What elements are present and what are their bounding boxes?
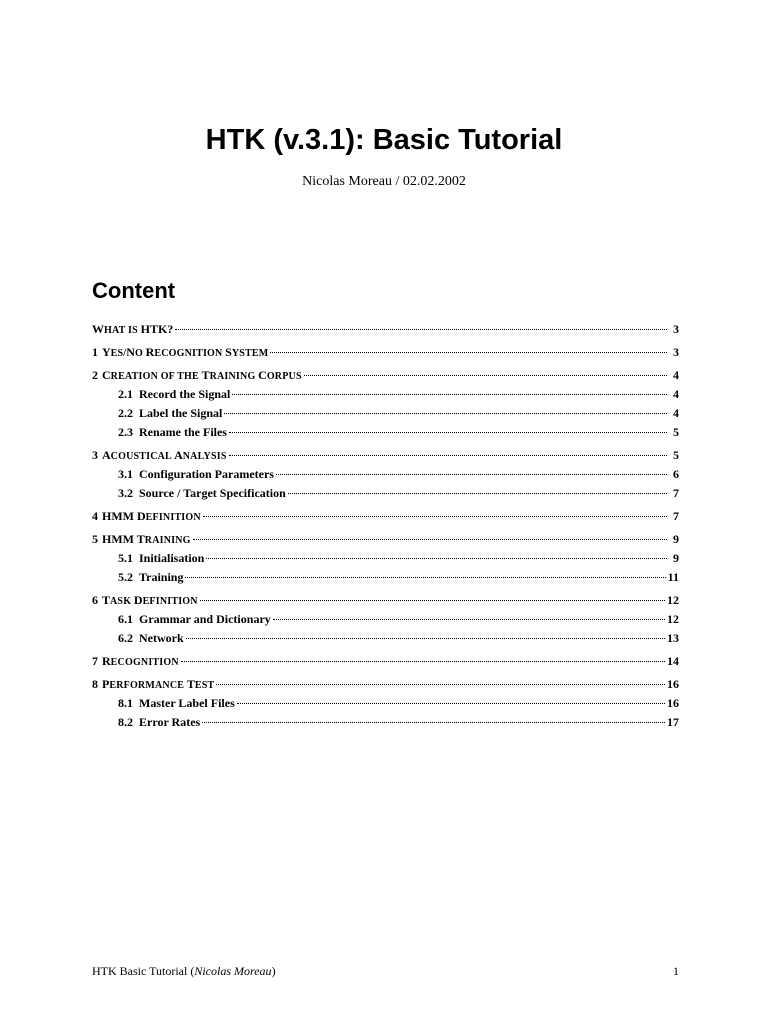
footer-page-number: 1 (673, 964, 679, 978)
toc-dot-leader (206, 544, 667, 559)
toc-dot-leader (186, 624, 665, 639)
toc-entry-label: Configuration Parameters (139, 467, 274, 481)
toc-section-row[interactable] (92, 650, 679, 669)
toc-dot-leader (273, 605, 665, 620)
content-heading: Content (92, 278, 176, 303)
toc-page-number: 14 (667, 654, 679, 668)
toc-entry-number: 6.1 (118, 612, 133, 626)
toc-entry-number: 8.2 (118, 715, 133, 729)
toc-dot-leader (229, 441, 667, 456)
toc-entry-number: 3.2 (118, 486, 133, 500)
toc-dot-leader (229, 418, 667, 433)
toc-entry-number: 6.2 (118, 631, 133, 645)
toc-entry-label: TASK DEFINITION (102, 593, 198, 607)
toc-entry-label: HMM TRAINING (102, 532, 191, 546)
toc-subsection-row[interactable] (92, 627, 679, 646)
toc-section-row[interactable] (92, 505, 679, 524)
toc-dot-leader (232, 380, 667, 395)
toc-entry-number: 7 (92, 654, 98, 668)
toc-page-number: 12 (667, 593, 679, 607)
toc-entry-label: YES/NO RECOGNITION SYSTEM (102, 345, 269, 359)
table-of-contents (92, 318, 679, 730)
toc-entry-label: Source / Target Specification (139, 486, 286, 500)
toc-entry-label: Network (139, 631, 184, 645)
toc-subsection-row[interactable] (92, 482, 679, 501)
toc-entry-label: Initialisation (139, 551, 205, 565)
toc-entry-number: 2.1 (118, 387, 133, 401)
page-footer (92, 962, 679, 980)
toc-dot-leader (200, 586, 665, 601)
toc-entry-number: 8.1 (118, 696, 133, 710)
toc-dot-leader (276, 460, 667, 475)
toc-entry-label: Error Rates (139, 715, 201, 729)
toc-subsection-row[interactable] (92, 711, 679, 730)
toc-page-number: 13 (667, 631, 679, 645)
toc-section-row[interactable] (92, 318, 679, 337)
toc-entry-number: 2.3 (118, 425, 133, 439)
toc-dot-leader (216, 670, 665, 685)
toc-entry-number: 8 (92, 677, 98, 691)
toc-dot-leader (288, 479, 667, 494)
toc-subsection-row[interactable] (92, 566, 679, 585)
toc-entry-label: Master Label Files (139, 696, 235, 710)
toc-entry-label: Label the Signal (139, 406, 223, 420)
toc-dot-leader (203, 502, 667, 517)
document-title: HTK (v.3.1): Basic Tutorial (205, 124, 563, 156)
toc-entry-number: 5 (92, 532, 98, 546)
toc-page-number: 16 (667, 677, 679, 691)
toc-entry-label: Record the Signal (139, 387, 231, 401)
toc-page-number: 11 (667, 570, 679, 584)
toc-page-number: 9 (673, 532, 679, 546)
toc-entry-label: WHAT IS HTK? (92, 322, 174, 336)
toc-dot-leader (270, 338, 667, 353)
author-line: Nicolas Moreau / 02.02.2002 (302, 174, 466, 189)
toc-page-number: 17 (667, 715, 679, 729)
toc-page-number: 3 (673, 322, 679, 336)
toc-page-number: 4 (673, 368, 679, 382)
toc-page-number: 6 (673, 467, 679, 481)
toc-page-number: 5 (673, 425, 679, 439)
toc-dot-leader (175, 315, 667, 330)
toc-dot-leader (181, 647, 665, 662)
toc-page-number: 3 (673, 345, 679, 359)
toc-dot-leader (237, 689, 665, 704)
toc-dot-leader (304, 361, 667, 376)
toc-entry-label: ACOUSTICAL ANALYSIS (102, 448, 227, 462)
toc-entry-number: 6 (92, 593, 98, 607)
toc-page-number: 4 (673, 406, 679, 420)
toc-subsection-row[interactable] (92, 421, 679, 440)
toc-entry-label: Training (139, 570, 184, 584)
toc-page-number: 7 (673, 486, 679, 500)
toc-entry-label: PERFORMANCE TEST (102, 677, 215, 691)
toc-page-number: 7 (673, 509, 679, 523)
toc-entry-label: CREATION OF THE TRAINING CORPUS (102, 368, 302, 382)
toc-page-number: 4 (673, 387, 679, 401)
toc-page-number: 16 (667, 696, 679, 710)
toc-entry-number: 2 (92, 368, 98, 382)
toc-entry-label: HMM DEFINITION (102, 509, 201, 523)
footer-title: HTK Basic Tutorial (Nicolas Moreau) (92, 964, 276, 978)
toc-page-number: 5 (673, 448, 679, 462)
toc-page-number: 12 (667, 612, 679, 626)
toc-entry-number: 4 (92, 509, 98, 523)
toc-entry-number: 3 (92, 448, 98, 462)
toc-entry-number: 5.2 (118, 570, 133, 584)
toc-entry-label: RECOGNITION (102, 654, 179, 668)
toc-entry-label: Rename the Files (139, 425, 227, 439)
toc-dot-leader (193, 525, 667, 540)
toc-entry-number: 2.2 (118, 406, 133, 420)
toc-section-row[interactable] (92, 341, 679, 360)
toc-entry-label: Grammar and Dictionary (139, 612, 271, 626)
toc-entry-number: 3.1 (118, 467, 133, 481)
toc-entry-number: 5.1 (118, 551, 133, 565)
toc-dot-leader (202, 708, 665, 723)
toc-dot-leader (185, 563, 665, 578)
toc-entry-number: 1 (92, 345, 98, 359)
toc-dot-leader (224, 399, 667, 414)
toc-page-number: 9 (673, 551, 679, 565)
